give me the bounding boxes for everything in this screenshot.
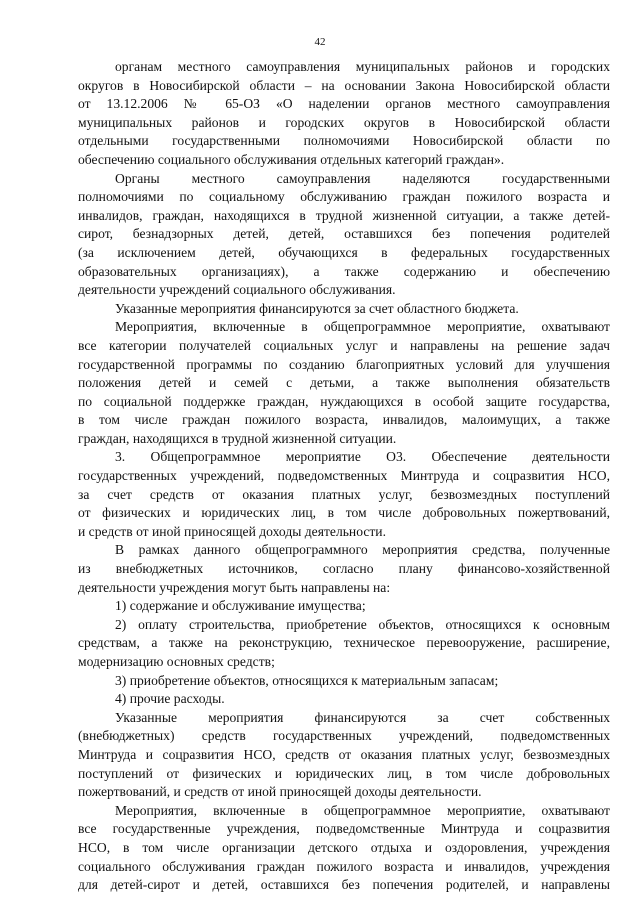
document-body bbox=[78, 58, 610, 895]
text-line: и средств от иной приносящей доходы деятельности. bbox=[78, 523, 386, 539]
text-line: все категории получателей социальных услуг и направлены на решение задач bbox=[78, 337, 610, 353]
text-line: (внебюджетных) средств государственных учреждений, подведомственных bbox=[78, 728, 610, 744]
text-line: граждан, находящихся в трудной жизненной ситуации. bbox=[78, 430, 397, 446]
text-line: пожертвований, и средств от иной приносящей доходы деятельности. bbox=[78, 784, 482, 800]
text-line: все государственные учреждения, подведомственные Минтруда и соцразвития bbox=[78, 821, 610, 837]
text-line: полномочиями по социальному обслуживанию граждан пожилого возраста и bbox=[78, 189, 610, 205]
text-line: модернизацию основных средств; bbox=[78, 654, 275, 669]
page-number: 42 bbox=[314, 36, 326, 48]
text-line: государственных учреждений, подведомственных Минтруда и соцразвития НСО, bbox=[78, 468, 610, 484]
text-line: Мероприятия, включенные в общепрограммное мероприятие, охватывают bbox=[115, 319, 610, 335]
text-line: поступлений от физических и юридических лиц, в том числе добровольных bbox=[78, 765, 610, 781]
text-line: 3) приобретение объектов, относящихся к материальным запасам; bbox=[115, 672, 499, 688]
text-line: средствам, а также на реконструкцию, техническое перевооружение, расширение, bbox=[78, 635, 610, 651]
text-line: В рамках данного общепрограммного мероприятия средства, полученные bbox=[115, 542, 610, 558]
text-line: округов в Новосибирской области – на основании Закона Новосибирской области bbox=[78, 77, 610, 93]
text-line: отдельными государственными полномочиями Новосибирской области по bbox=[78, 133, 610, 149]
text-line: по социальной поддержке граждан, нуждающихся в особой защите государства, bbox=[78, 393, 610, 409]
text-line: органам местного самоуправления муниципальных районов и городских bbox=[115, 59, 610, 74]
text-line: положения детей и семей с детьми, а также выполнения обязательств bbox=[78, 375, 610, 391]
text-line: 3. Общепрограммное мероприятие О3. Обеспечение деятельности bbox=[115, 449, 610, 465]
text-line: образовательных организациях), а также содержанию и обеспечению bbox=[78, 263, 610, 279]
text-line: Указанные мероприятия финансируются за счет областного бюджета. bbox=[115, 300, 519, 316]
text-line: 1) содержание и обслуживание имущества; bbox=[115, 598, 366, 614]
text-line: муниципальных районов и городских округов в Новосибирской области bbox=[78, 114, 610, 130]
text-line: из внебюджетных источников, согласно плану финансово-хозяйственной bbox=[78, 561, 610, 577]
text-line: в том числе граждан пожилого возраста, инвалидов, малоимущих, а также bbox=[78, 412, 610, 428]
text-line: от физических и юридических лиц, в том числе добровольных пожертвований, bbox=[78, 505, 610, 521]
text-line: деятельности учреждения могут быть направлены на: bbox=[78, 579, 391, 595]
text-line: инвалидов, граждан, находящихся в трудной жизненной ситуации, а также детей- bbox=[78, 207, 610, 223]
text-line: сирот, безнадзорных детей, детей, оставшихся без попечения родителей bbox=[78, 226, 610, 242]
text-line: за счет средств от оказания платных услуг, безвозмездных поступлений bbox=[78, 486, 610, 502]
text-line: Указанные мероприятия финансируются за счет собственных bbox=[115, 709, 610, 725]
text-line: 4) прочие расходы. bbox=[115, 691, 225, 707]
text-line: деятельности учреждений социального обслуживания. bbox=[78, 282, 396, 298]
text-line: социального обслуживания граждан пожилого возраста и инвалидов, учреждения bbox=[78, 858, 610, 874]
text-line: Органы местного самоуправления наделяются государственными bbox=[115, 170, 610, 186]
text-line: обеспечению социального обслуживания отдельных категорий граждан». bbox=[78, 151, 505, 167]
text-line: от 13.12.2006 № 65-ОЗ «О наделении органов местного самоуправления bbox=[78, 96, 610, 112]
text-line: для детей-сирот и детей, оставшихся без попечения родителей, и направлены bbox=[78, 877, 610, 893]
text-line: (за исключением детей, обучающихся в федеральных государственных bbox=[78, 244, 610, 260]
text-line: Минтруда и соцразвития НСО, средств от оказания платных услуг, безвозмездных bbox=[78, 746, 610, 762]
text-line: НСО, в том числе организации детского отдыха и оздоровления, учреждения bbox=[78, 839, 610, 855]
text-line: Мероприятия, включенные в общепрограммное мероприятие, охватывают bbox=[115, 802, 610, 818]
text-line: государственной программы по созданию благоприятных условий для улучшения bbox=[78, 356, 610, 372]
text-line: 2) оплату строительства, приобретение объектов, относящихся к основным bbox=[115, 616, 610, 632]
